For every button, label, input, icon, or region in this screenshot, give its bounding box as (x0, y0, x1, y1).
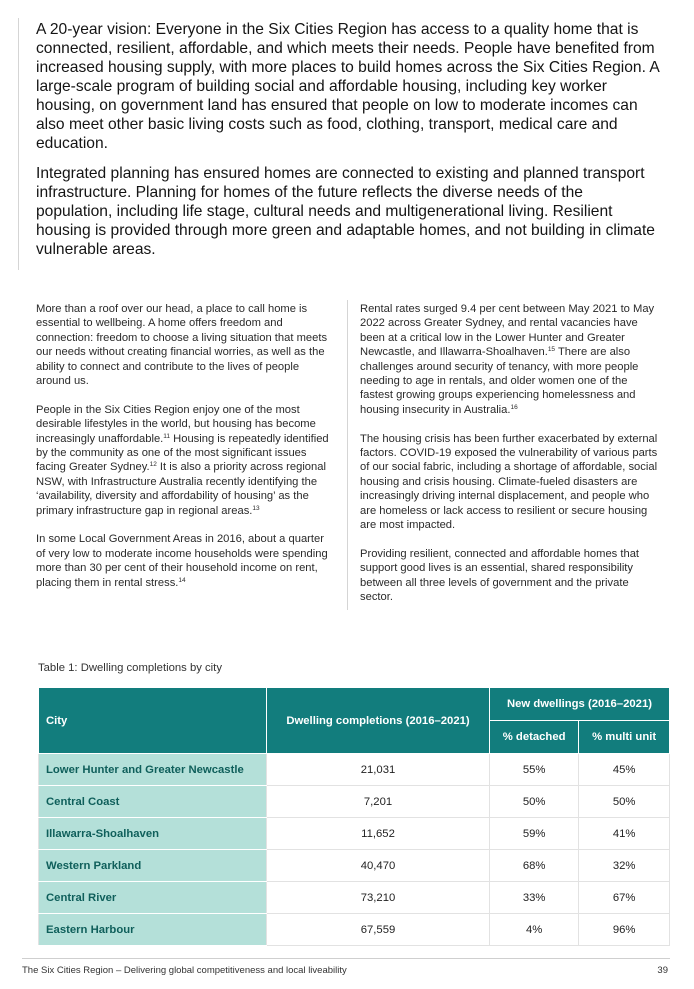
text-span: Rental rates surged 9.4 per cent between May 2021 to May 2022 across Greater Sydney, and rental vacancies have been at a critical low in the Lower Hunter and Greater Newcastle, and Illawarra-Shoalhaven. (360, 303, 655, 359)
footnote-ref: 16 (510, 403, 518, 411)
city-cell: Central River (39, 882, 267, 914)
vision-statement (36, 20, 662, 270)
column-divider (347, 300, 348, 610)
lead-divider (18, 18, 19, 270)
right-column (360, 302, 660, 619)
completions-cell: 73,210 (267, 882, 490, 914)
footnote-ref: 13 (252, 504, 260, 512)
completions-cell: 7,201 (267, 786, 490, 818)
city-cell: Illawarra-Shoalhaven (39, 818, 267, 850)
city-cell: Central Coast (39, 786, 267, 818)
rental-stress-paragraph (36, 532, 336, 590)
text-span: There are also challenges around security of tenancy, with more people needing to age in rentals, and older women one of the fastest growing groups experiencing homelessness and housing insecurity in Australia. (360, 346, 639, 416)
footnote-ref: 12 (149, 461, 157, 469)
housing-crisis-paragraph: The housing crisis has been further exacerbated by external factors. COVID-19 exposed the vulnerability of various parts of our social fabric, including a shortage of affordable, social housing and crisis housing. Climate-fueled disasters are increasingly driving internal displacement, and people who are homeless or lack access to resilient or secure housing are most impacted. (360, 432, 658, 532)
home-wellbeing-paragraph: More than a roof over our head, a place to call home is essential to wellbeing. A home offers freedom and connection: freedom to choose a living situation that meets our needs without creating financial worries, as well as the ability to connect and contribute to the lives of people around us. (36, 303, 328, 388)
multi-unit-cell: 50% (579, 786, 670, 818)
footer-divider (22, 958, 670, 959)
multi-unit-cell: 96% (579, 914, 670, 946)
footnote-ref: 11 (163, 432, 171, 440)
city-cell: Eastern Harbour (39, 914, 267, 946)
completions-cell: 11,652 (267, 818, 490, 850)
rental-rates-paragraph (360, 302, 660, 417)
table-row (39, 786, 670, 818)
shared-responsibility-paragraph: Providing resilient, connected and affordable homes that support good lives is an essential, shared responsibility between all three levels of government and the private sector. (360, 547, 640, 604)
left-column (36, 302, 336, 604)
table-row (39, 914, 670, 946)
table-row (39, 818, 670, 850)
detached-cell: 4% (490, 914, 579, 946)
text-span: In some Local Government Areas in 2016, about a quarter of very low to moderate income households were spending more than 30 per cent of their household income on rent, placing them in rental stress. (36, 533, 328, 589)
detached-cell: 55% (490, 754, 579, 786)
table-caption: Table 1: Dwelling completions by city (38, 662, 222, 674)
multi-unit-cell: 67% (579, 882, 670, 914)
city-header: City (39, 688, 267, 754)
vision-paragraph: A 20-year vision: Everyone in the Six Cities Region has access to a quality home that is connected, resilient, affordable, and which meets their needs. People have benefited from increased housing supply, with more places to build homes across the Six Cities Region. A large-scale program of building social and affordable housing, including key worker housing, on government land has ensured that people on low to moderate incomes can also meet other basic living costs such as food, clothing, transport, medical care and education. (36, 21, 659, 152)
new-dwellings-header: New dwellings (2016–2021) (490, 688, 670, 721)
affordability-paragraph (36, 403, 336, 518)
completions-cell: 21,031 (267, 754, 490, 786)
dwelling-completions-table (38, 687, 670, 946)
detached-cell: 33% (490, 882, 579, 914)
page-number: 39 (657, 965, 668, 976)
table-row (39, 850, 670, 882)
detached-cell: 50% (490, 786, 579, 818)
table-row (39, 882, 670, 914)
multi-unit-cell: 32% (579, 850, 670, 882)
footnote-ref: 15 (547, 346, 556, 354)
completions-cell: 67,559 (267, 914, 490, 946)
city-cell: Western Parkland (39, 850, 267, 882)
table-row (39, 754, 670, 786)
text-span: It is also a priority across regional NSW, with Infrastructure Australia recently identifying the ‘availability, diversity and affordability of housing’ as the primary infrastructure gap in regional areas. (36, 461, 326, 517)
detached-header: % detached (490, 721, 579, 754)
planning-paragraph: Integrated planning has ensured homes are connected to existing and planned transport infrastructure. Planning for homes of the future reflects the diverse needs of the population, including life stage, cultural needs and multigenerational living. Resilient housing is provided through more green and adaptable homes, and not building in climate vulnerable areas. (36, 165, 655, 258)
multi-unit-header: % multi unit (579, 721, 670, 754)
footer-title: The Six Cities Region – Delivering global competitiveness and local liveability (22, 965, 347, 976)
multi-unit-cell: 45% (579, 754, 670, 786)
detached-cell: 68% (490, 850, 579, 882)
footnote-ref: 14 (178, 576, 186, 584)
text-span: People in the Six Cities Region enjoy one of the most desirable lifestyles in the world, but housing has become increasingly unaffordable. (36, 403, 316, 445)
city-cell: Lower Hunter and Greater Newcastle (39, 754, 267, 786)
completions-cell: 40,470 (267, 850, 490, 882)
multi-unit-cell: 41% (579, 818, 670, 850)
completions-header: Dwelling completions (2016–2021) (267, 688, 490, 754)
text-span: Housing is repeatedly identified by the community as one of the most significant issues facing Greater Sydney. (36, 432, 329, 474)
detached-cell: 59% (490, 818, 579, 850)
